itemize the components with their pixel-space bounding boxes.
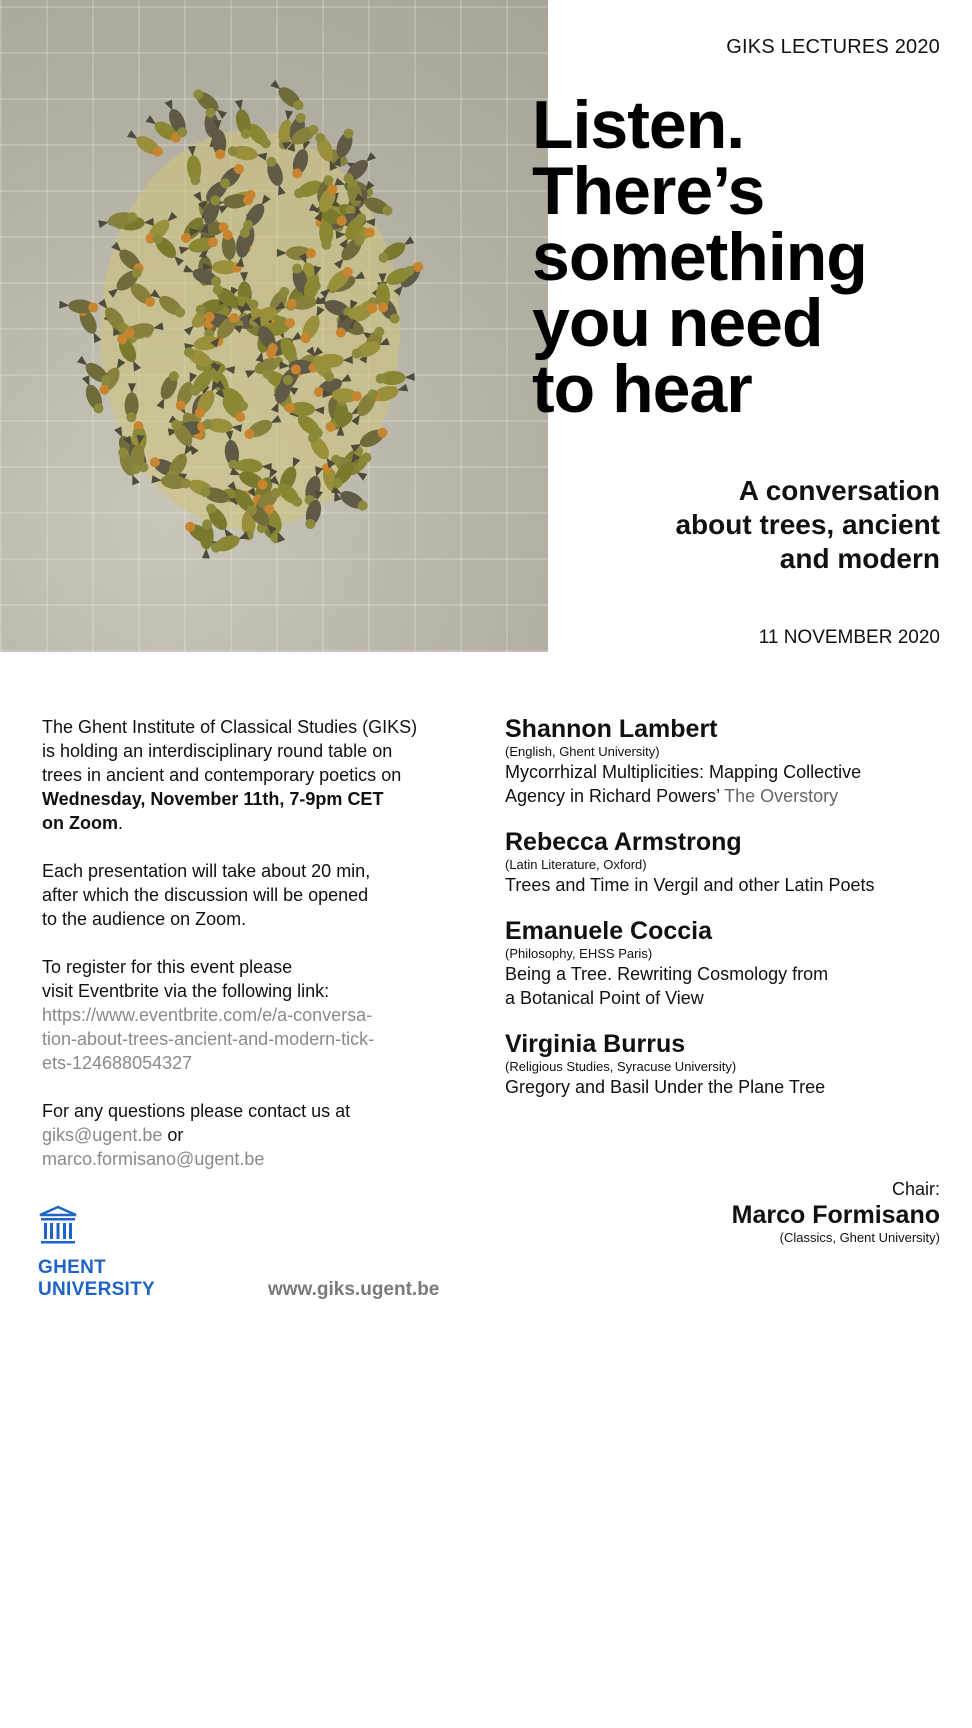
subtitle-line: A conversation [738, 475, 940, 506]
speaker-item [505, 827, 945, 897]
speaker-item [505, 916, 945, 1010]
talk-title-line: Being a Tree. Rewriting Cosmology from [505, 964, 829, 984]
bird [268, 78, 307, 114]
speaker-name: Rebecca Armstrong [505, 828, 742, 856]
bird [340, 150, 378, 187]
subtitle [580, 474, 940, 576]
chair-label: Chair: [891, 1179, 940, 1199]
email-line [42, 1123, 472, 1147]
presentation-paragraph [42, 859, 472, 931]
speaker-name: Virginia Burrus [505, 1030, 686, 1058]
ghent-university-logo [38, 1205, 156, 1301]
link-line: tion-about-trees-ancient-and-modern-tick- [42, 1029, 375, 1049]
contact-paragraph [42, 1099, 472, 1171]
headline-line: to hear [532, 351, 752, 427]
intro-line: To register for this event please [42, 957, 293, 977]
subtitle-line: and modern [779, 543, 940, 574]
speaker-affiliation: (Religious Studies, Syracuse University) [505, 1059, 737, 1074]
formisano-email-link[interactable]: marco.formisano@ugent.be [42, 1149, 265, 1169]
event-platform: on Zoom [42, 813, 118, 833]
headline-line: you need [532, 285, 823, 361]
intro-line: after which the discussion will be opened [42, 885, 369, 905]
speaker-affiliation: (Latin Literature, Oxford) [505, 857, 647, 872]
university-building-icon [38, 1205, 78, 1247]
link-line: https://www.eventbrite.com/e/a-conversa- [42, 1005, 373, 1025]
speaker-affiliation: (Philosophy, EHSS Paris) [505, 946, 653, 961]
intro-line: The Ghent Institute of Classical Studies (GIKS) [42, 717, 418, 737]
link-line: ets-124688054327 [42, 1053, 193, 1073]
speaker-affiliation: (English, Ghent University) [505, 744, 660, 759]
chair-affiliation: (Classics, Ghent University) [779, 1230, 940, 1245]
period: . [117, 813, 123, 833]
chair-name: Marco Formisano [731, 1201, 940, 1229]
speaker-item [505, 1029, 945, 1099]
talk-title-line: Trees and Time in Vergil and other Latin Poets [505, 875, 875, 895]
giks-email-link[interactable]: giks@ugent.be [42, 1125, 163, 1145]
subtitle-line: about trees, ancient [675, 509, 940, 540]
series-label: GIKS LECTURES 2020 [726, 36, 940, 58]
bird [199, 519, 214, 558]
intro-line: to the audience on Zoom. [42, 909, 247, 929]
intro-line: For any questions please contact us at [42, 1101, 351, 1121]
talk-title-text: Agency in Richard Powers’ [505, 786, 725, 806]
eventbrite-link[interactable] [42, 1003, 472, 1075]
logo-text-line: GHENT [38, 1257, 106, 1278]
talk-title-line [505, 784, 945, 808]
bird [59, 298, 99, 315]
headline-line: Listen. [532, 87, 745, 163]
event-platform-line [42, 811, 472, 835]
hero-photo-birds [0, 0, 548, 652]
headline [532, 87, 952, 427]
intro-text [42, 715, 472, 1195]
speaker-name: Shannon Lambert [505, 715, 718, 743]
intro-line: trees in ancient and contemporary poetics on [42, 765, 402, 785]
website-link[interactable]: www.giks.ugent.be [268, 1279, 440, 1300]
event-date: 11 NOVEMBER 2020 [758, 627, 940, 648]
logo-text-line: UNIVERSITY [38, 1279, 156, 1300]
speaker-item [505, 714, 945, 808]
intro-paragraph [42, 715, 472, 835]
speaker-name: Emanuele Coccia [505, 917, 713, 945]
event-time-line: Wednesday, November 11th, 7-9pm CET [42, 789, 384, 809]
headline-line: There’s [532, 153, 765, 229]
birds-illustration [0, 0, 548, 652]
or-text: or [162, 1125, 184, 1145]
talk-title-line: Gregory and Basil Under the Plane Tree [505, 1077, 826, 1097]
intro-line: is holding an interdisciplinary round table on [42, 741, 393, 761]
chair-block [732, 1178, 940, 1246]
headline-line: something [532, 219, 867, 295]
logo-text [38, 1257, 156, 1301]
email-line [42, 1147, 472, 1171]
book-title: The Overstory [724, 786, 839, 806]
talk-title-line: a Botanical Point of View [505, 988, 704, 1008]
intro-line: visit Eventbrite via the following link: [42, 981, 330, 1001]
register-paragraph [42, 955, 472, 1075]
intro-line: Each presentation will take about 20 min, [42, 861, 371, 881]
speaker-list [505, 714, 945, 1118]
talk-title-line: Mycorrhizal Multiplicities: Mapping Collective [505, 762, 862, 782]
